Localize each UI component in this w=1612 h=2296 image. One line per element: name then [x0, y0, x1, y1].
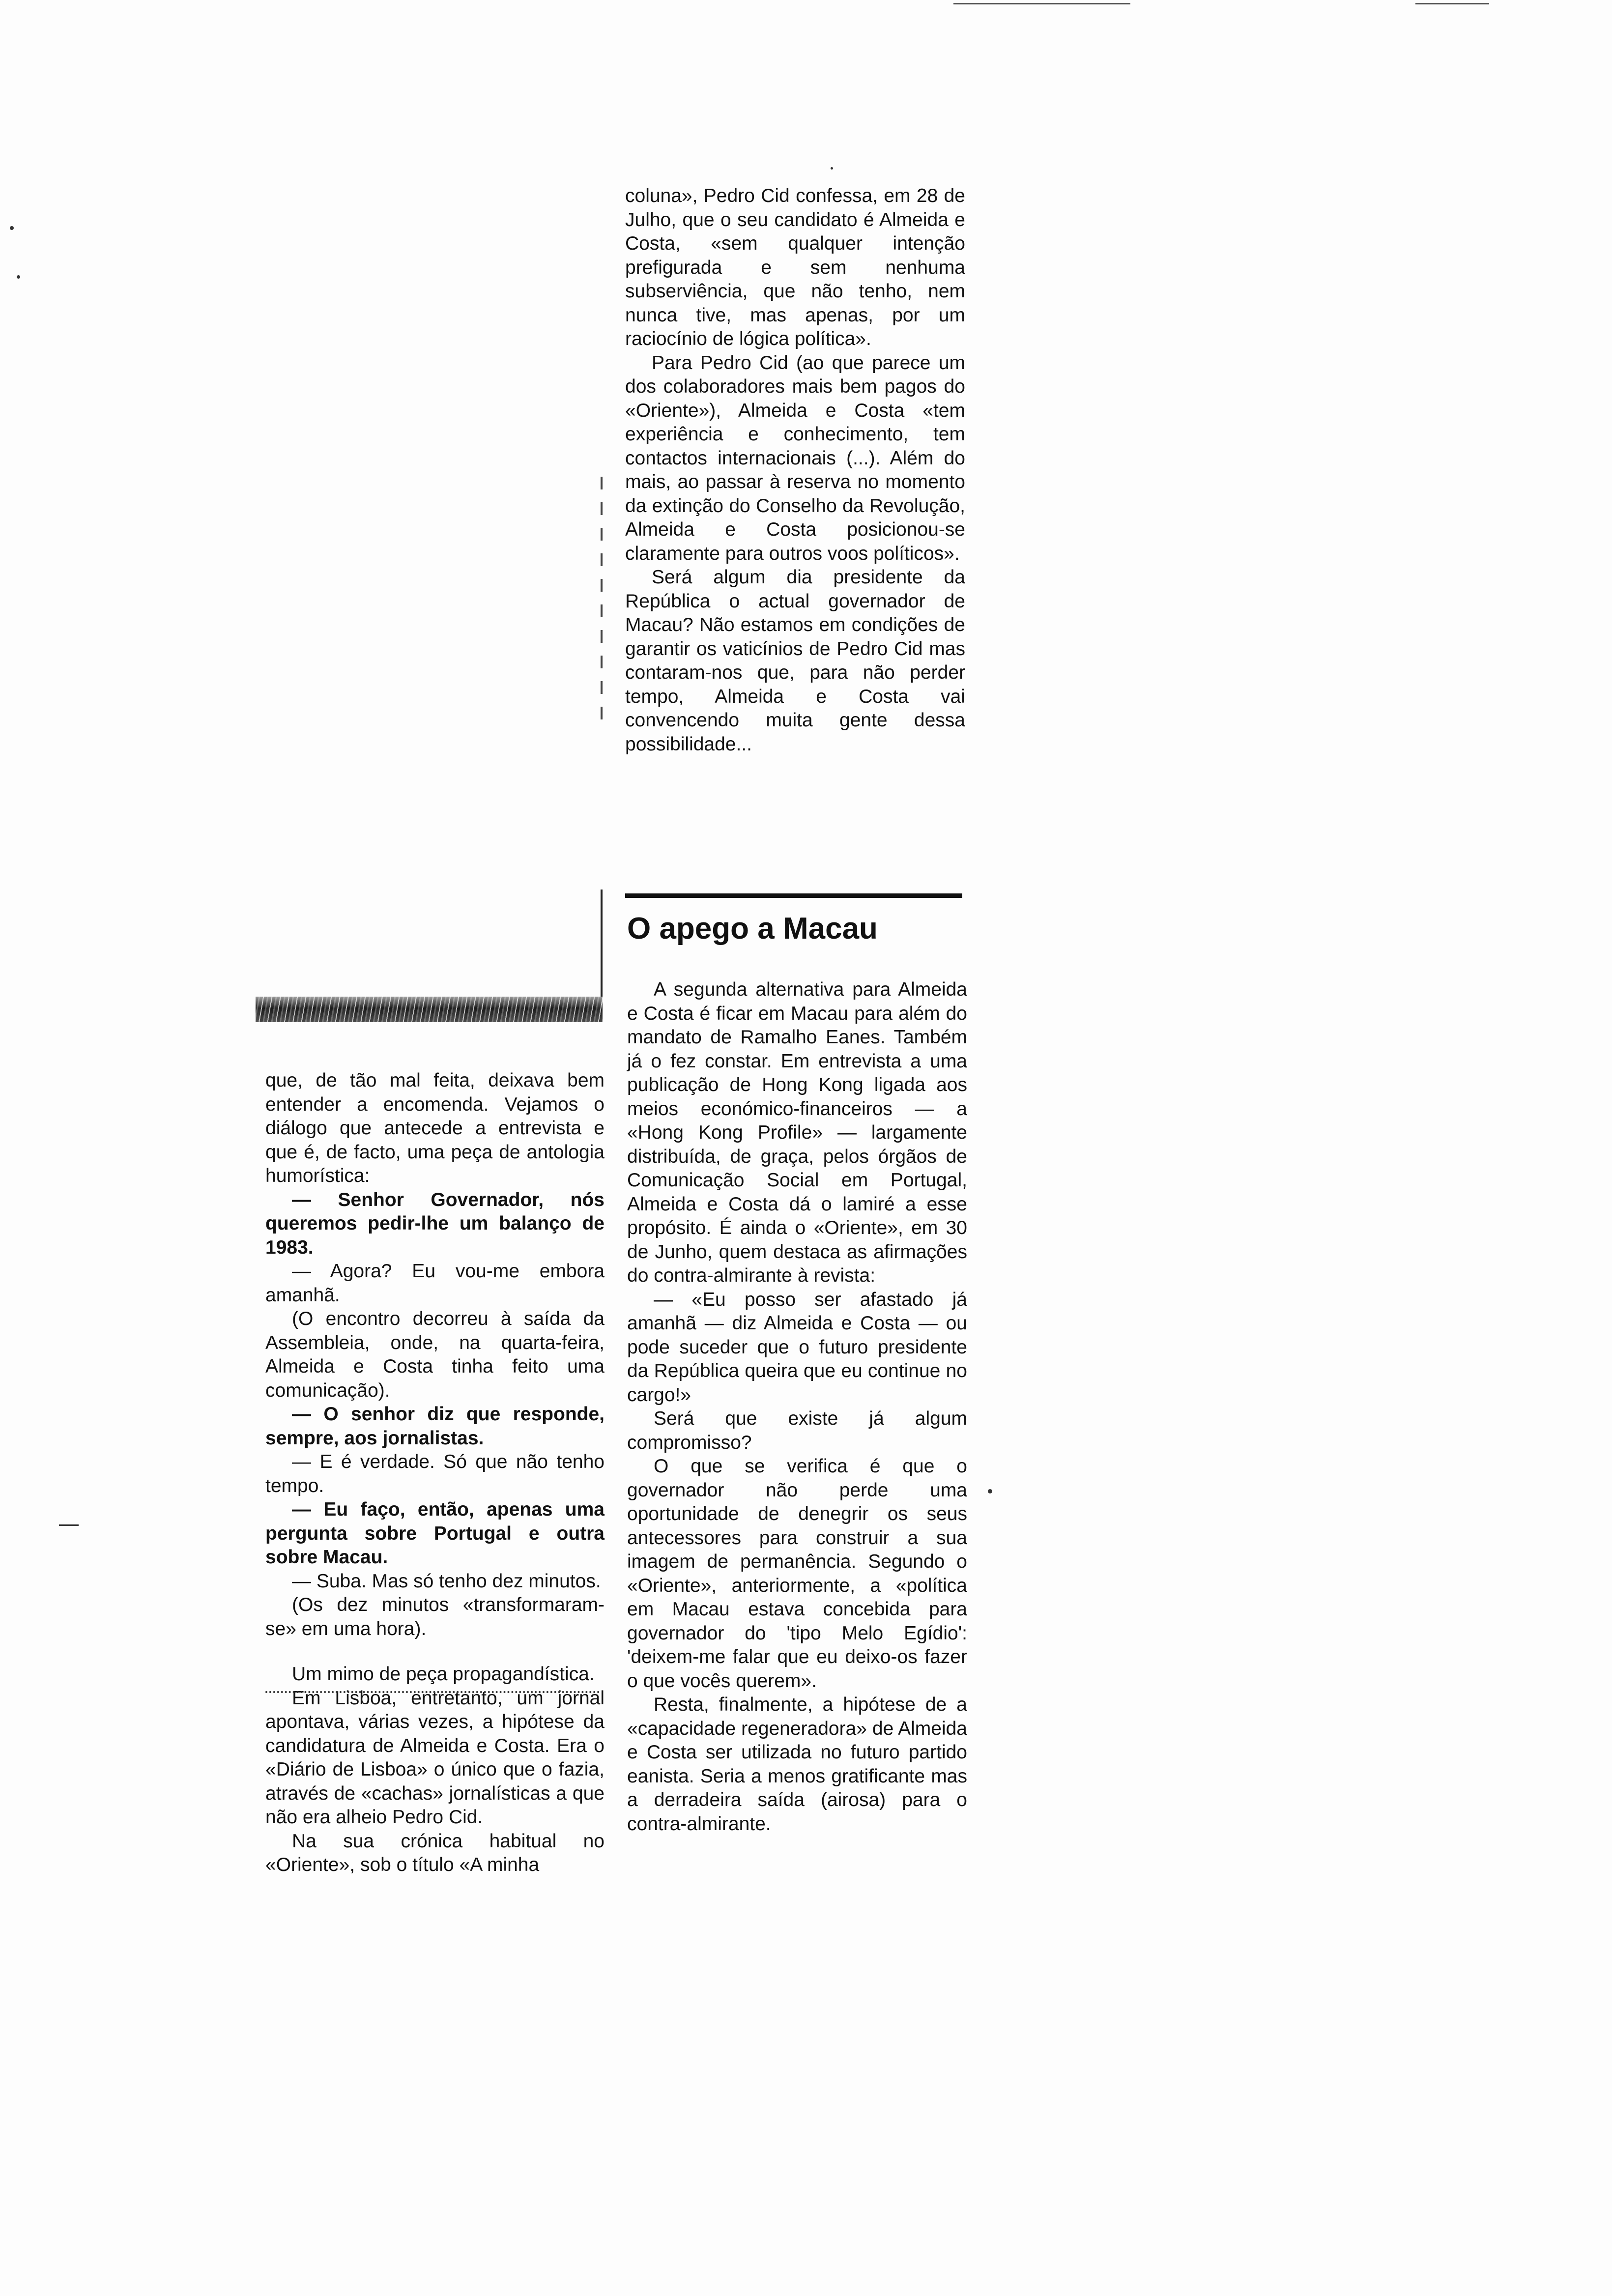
paragraph: O que se verifica é que o governador não perde uma oportunidade de denegrir os seus antecessores para construir a sua imagem de permanência. Segundo o «Oriente», anteriormente, a «política em Macau estava concebida para governador do 'tipo Melo Egídio': 'deixem-me falar que eu deixo-os fazer o que vocês querem».	[627, 1456, 967, 1692]
paragraph: — «Eu posso ser afastado já amanhã — diz Almeida e Costa — ou pode suceder que o futuro presidente da República queira que eu continue no cargo!»	[627, 1289, 967, 1406]
paragraph: — Eu faço, então, apenas uma pergunta sobre Portugal e outra sobre Macau.	[265, 1499, 604, 1568]
paragraph: (Os dez minutos «transformaram-se» em uma hora).	[265, 1594, 604, 1639]
paragraph: Será algum dia presidente da República o actual governador de Macau? Não estamos em condições de garantir os vaticínios de Pedro Cid mas contaram-nos que, para não perder tempo, Almeida e Costa vai convencendo muita gente dessa possibilidade...	[625, 567, 965, 755]
separator-spacer	[265, 1641, 604, 1663]
paragraph: (O encontro decorreu à saída da Assembleia, onde, na quarta-feira, Almeida e Costa tinha feito uma comunicação).	[265, 1308, 604, 1401]
paragraph: que, de tão mal feita, deixava bem entender a encomenda. Vejamos o diálogo que antecede a entrevista e que é, de facto, uma peça de antologia humorística:	[265, 1070, 604, 1186]
paragraph: — O senhor diz que responde, sempre, aos jornalistas.	[265, 1404, 604, 1449]
scan-speck	[831, 167, 833, 170]
paragraph: Para Pedro Cid (ao que parece um dos colaboradores mais bem pagos do «Oriente»), Almeida e Costa «tem experiência e conhecimento, tem contactos internacionais (...). Além do mais, ao passar à reserva no momento da extinção do Conselho da Revolução, Almeida e Costa posicionou-se claramente para outros voos políticos».	[625, 352, 965, 564]
paragraph: Um mimo de peça propagandística.	[292, 1664, 595, 1685]
column-divider-dashes	[601, 477, 603, 732]
paragraph: — Senhor Governador, nós queremos pedir-lhe um balanço de 1983.	[265, 1189, 604, 1258]
paragraph: Em Lisboa, entretanto, um jornal apontava, várias vezes, a hipótese da candidatura de Almeida e Costa. Era o «Diário de Lisboa» o único que o fazia, através de «cachas» jornalísticas a que não era alheio Pedro Cid.	[265, 1687, 604, 1828]
scan-edge-mark	[953, 3, 1130, 4]
scan-speck	[17, 275, 20, 279]
paragraph: Será que existe já algum compromisso?	[627, 1408, 967, 1453]
paragraph: — Agora? Eu vou-me embora amanhã.	[265, 1261, 604, 1306]
margin-mark	[59, 1524, 79, 1526]
left-column	[265, 1069, 604, 1877]
paragraph: Resta, finalmente, a hipótese de a «capacidade regeneradora» de Almeida e Costa ser utilizada no futuro partido eanista. Seria a menos gratificante mas a derradeira saída (airosa) para o contra-almirante.	[627, 1694, 967, 1835]
scan-speck	[10, 226, 14, 230]
right-column-top	[625, 184, 965, 756]
paragraph: — E é verdade. Só que não tenho tempo.	[265, 1451, 604, 1496]
scan-edge-mark	[1415, 3, 1489, 4]
paragraph: Na sua crónica habitual no «Oriente», sob o título «A minha	[265, 1830, 604, 1875]
right-column-bottom	[627, 978, 967, 1836]
scan-speck	[988, 1489, 992, 1493]
left-column-part1	[265, 1069, 604, 1641]
paragraph: A segunda alternativa para Almeida e Costa é ficar em Macau para além do mandato de Ramalho Eanes. Também já o fez constar. Em entrevista a uma publicação de Hong Kong ligada aos meios económico-financeiros — a «Hong Kong Profile» — largamente distribuída, de graça, pelos órgãos de Comunicação Social em Portugal, Almeida e Costa dá o lamiré a esse propósito. É ainda o «Oriente», em 30 de Junho, quem destaca as afirmações do contra-almirante à revista:	[627, 979, 967, 1286]
paragraph: coluna», Pedro Cid confessa, em 28 de Julho, que o seu candidato é Almeida e Costa, «sem qualquer intenção prefigurada e sem nenhuma subserviência, que não tenho, nem nunca tive, mas apenas, por um raciocínio de lógica política».	[625, 185, 965, 349]
section-heading: O apego a Macau	[627, 912, 878, 946]
paragraph: — Suba. Mas só tenho dez minutos.	[292, 1570, 601, 1592]
section-rule	[625, 893, 962, 898]
column-divider-line	[601, 890, 603, 1000]
photo-fragment	[256, 997, 603, 1022]
dotted-separator	[265, 1691, 600, 1693]
left-column-part2	[265, 1663, 604, 1877]
